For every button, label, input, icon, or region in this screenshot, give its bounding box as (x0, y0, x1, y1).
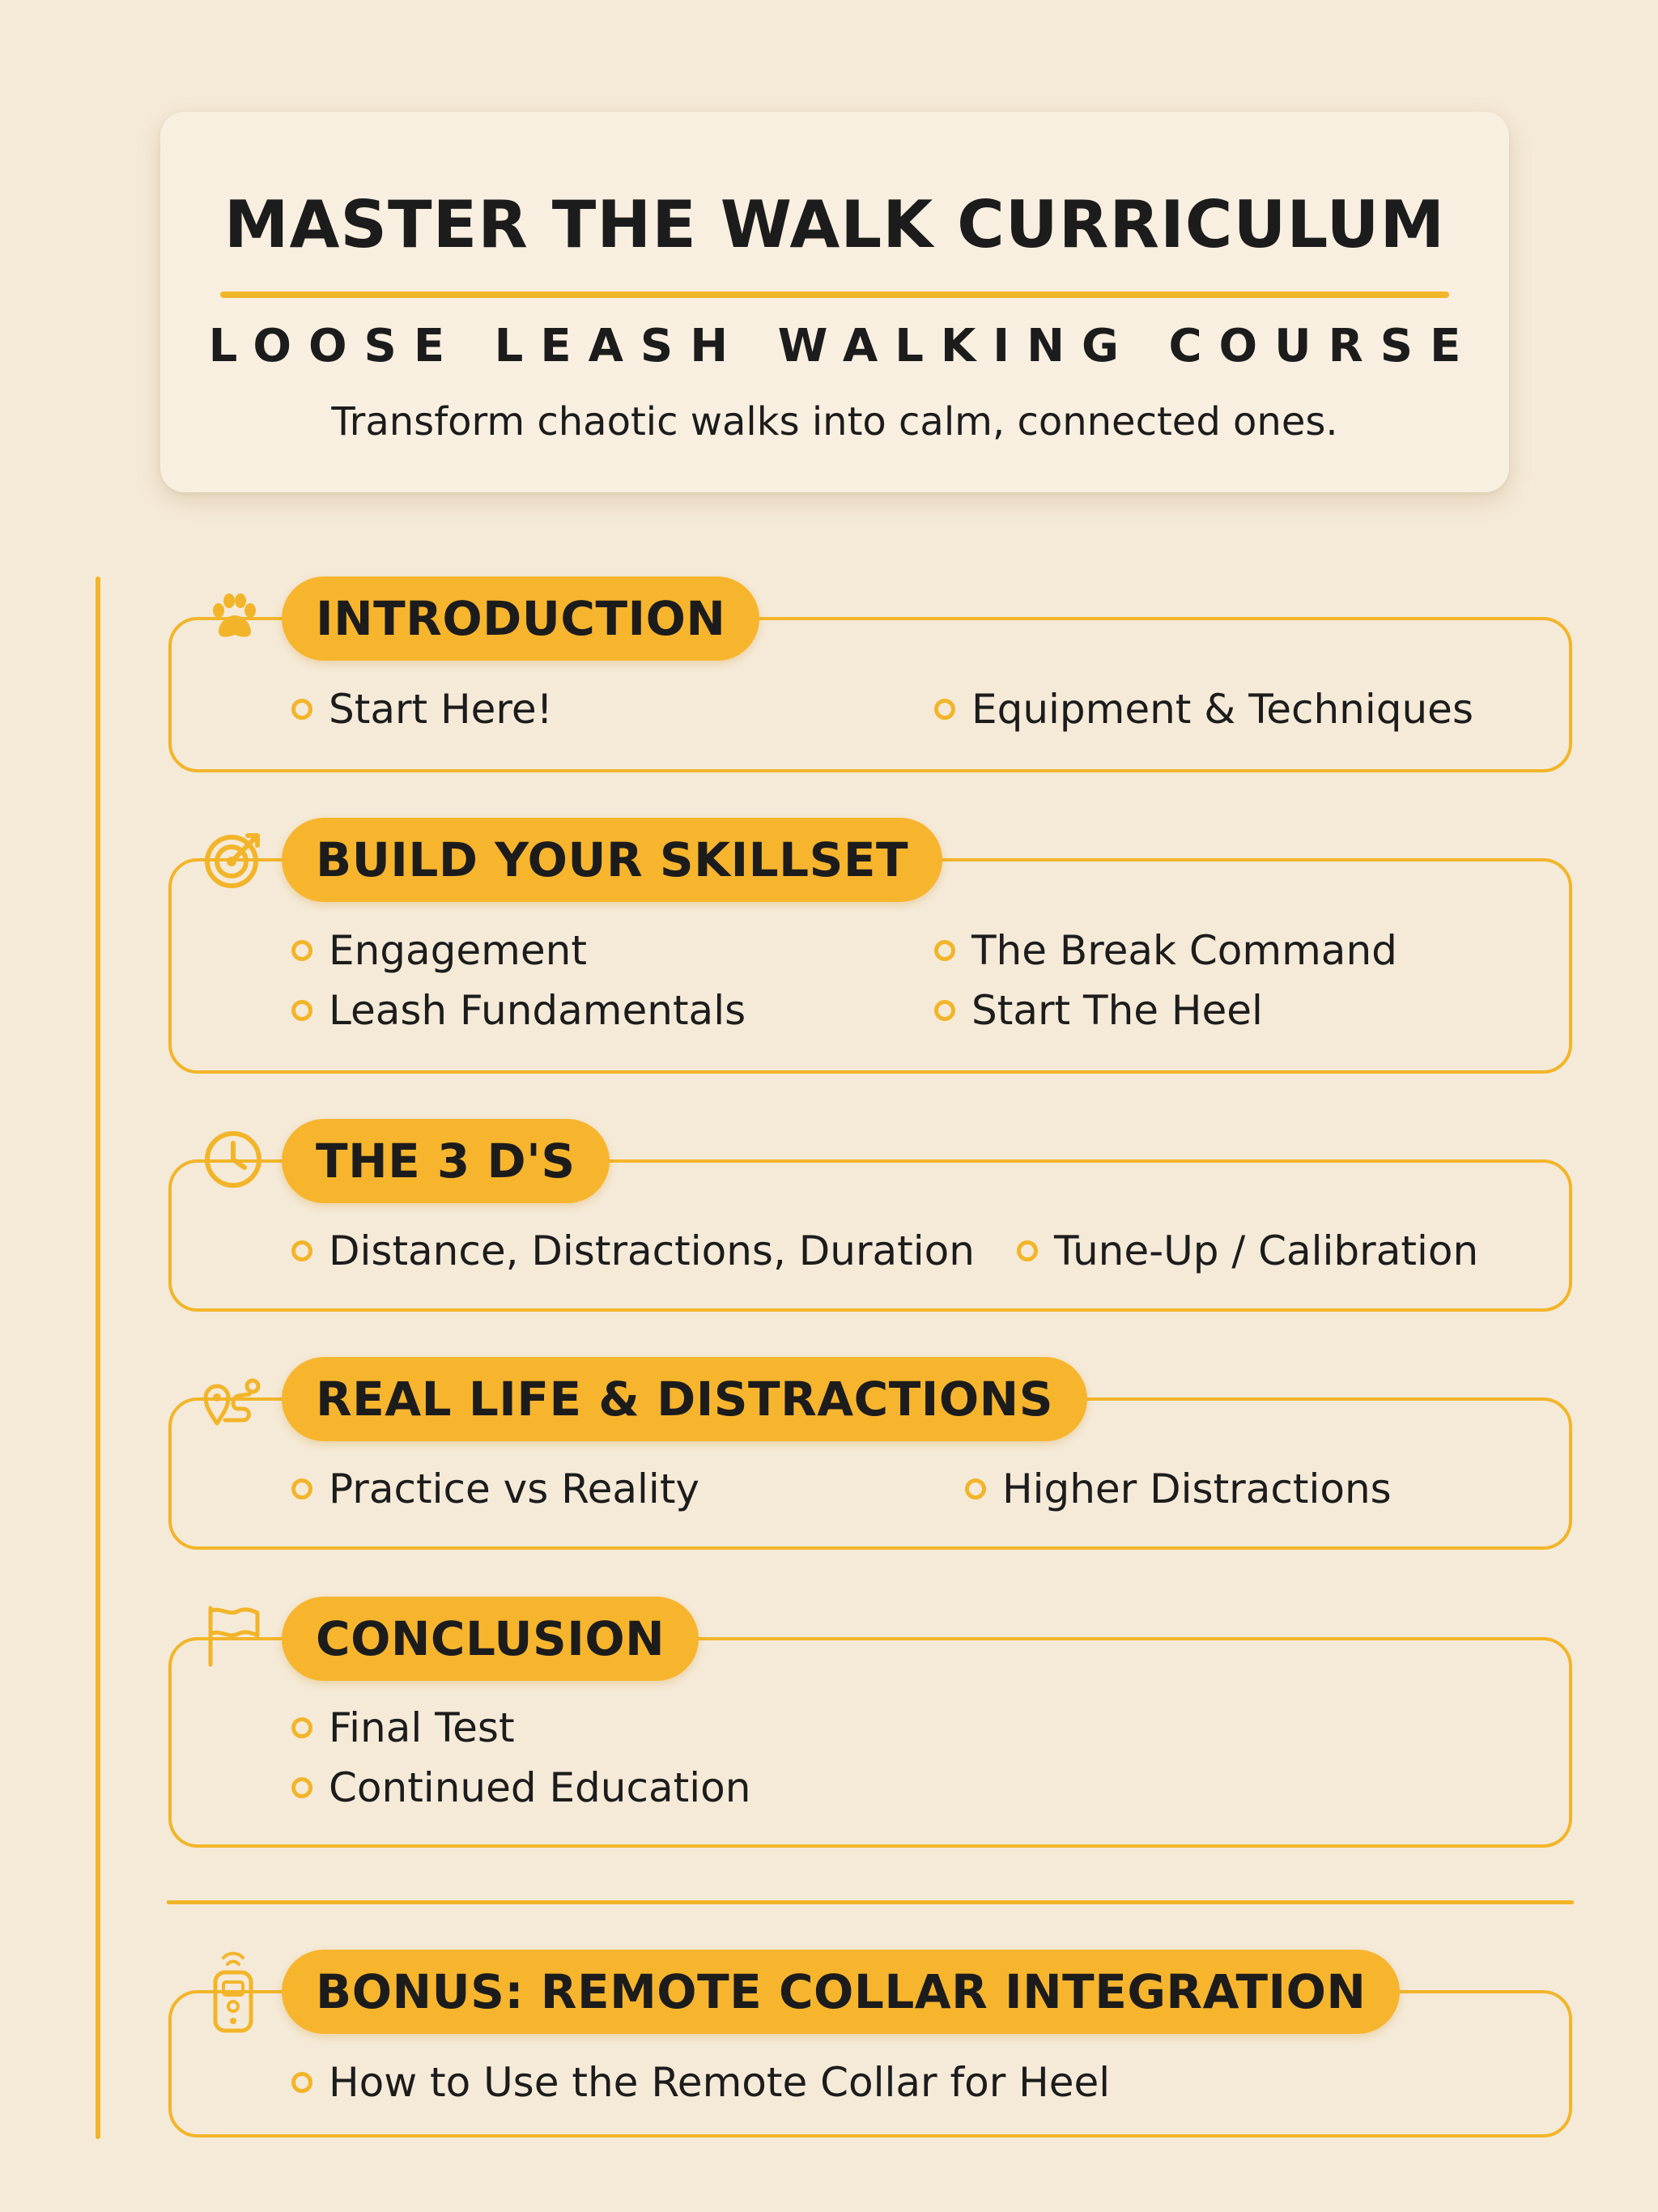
lesson-item[interactable] (291, 924, 587, 977)
lesson-label: Engagement (329, 927, 587, 974)
module-title-real-life-distractions: REAL LIFE & DISTRACTIONS (282, 1357, 1087, 1441)
lesson-item[interactable] (1017, 1224, 1478, 1278)
bullet-icon (291, 1240, 312, 1261)
page-title: MASTER THE WALK CURRICULUM (223, 187, 1446, 262)
lesson-label: Practice vs Reality (329, 1465, 700, 1512)
bullet-icon (934, 699, 955, 720)
bullet-icon (1017, 1240, 1038, 1261)
map-route-icon (201, 1367, 266, 1431)
title-underline (220, 291, 1449, 298)
bullet-icon (291, 1478, 312, 1499)
lesson-item[interactable] (291, 1761, 750, 1814)
paw-icon (201, 583, 266, 648)
target-icon (201, 827, 266, 892)
lesson-label: Start Here! (329, 686, 553, 733)
lesson-label: Tune-Up / Calibration (1054, 1227, 1479, 1274)
module-title-bonus-remote-collar: BONUS: REMOTE COLLAR INTEGRATION (282, 1950, 1400, 2034)
bullet-icon (291, 699, 312, 720)
lesson-item[interactable] (934, 924, 1397, 977)
bullet-icon (291, 1000, 312, 1021)
bullet-icon (291, 940, 312, 961)
timeline-line (96, 576, 100, 2139)
clock-icon (201, 1127, 266, 1192)
module-title-the-3-ds: THE 3 D'S (282, 1119, 610, 1203)
lesson-label: Final Test (329, 1704, 515, 1751)
lesson-label: Distance, Distractions, Duration (329, 1227, 975, 1274)
lesson-item[interactable] (291, 1701, 515, 1755)
bullet-icon (291, 1777, 312, 1798)
module-title-conclusion: CONCLUSION (282, 1597, 699, 1681)
module-title-build-your-skillset: BUILD YOUR SKILLSET (282, 818, 942, 902)
lesson-label: How to Use the Remote Collar for Heel (329, 2059, 1111, 2106)
bullet-icon (291, 2072, 312, 2093)
lesson-label: Start The Heel (971, 987, 1263, 1034)
lesson-label: The Break Command (971, 927, 1397, 974)
page-subtitle: LOOSE LEASH WALKING COURSE (208, 320, 1478, 372)
lesson-item[interactable] (291, 1224, 975, 1278)
lesson-item[interactable] (934, 683, 1473, 736)
lesson-label: Higher Distractions (1002, 1465, 1392, 1512)
remote-control-icon (201, 1950, 266, 2034)
lesson-item[interactable] (291, 1462, 699, 1516)
lesson-label: Continued Education (329, 1764, 751, 1811)
bullet-icon (934, 1000, 955, 1021)
lesson-item[interactable] (934, 984, 1263, 1037)
bullet-icon (965, 1478, 986, 1499)
lesson-item[interactable] (291, 683, 553, 736)
module-title-introduction: INTRODUCTION (282, 576, 759, 661)
lesson-item[interactable] (965, 1462, 1392, 1516)
lesson-item[interactable] (291, 984, 746, 1037)
lesson-label: Leash Fundamentals (329, 987, 746, 1034)
lesson-item[interactable] (291, 2056, 1110, 2109)
bullet-icon (934, 940, 955, 961)
header-card (160, 112, 1509, 492)
lesson-label: Equipment & Techniques (971, 686, 1473, 733)
bullet-icon (291, 1717, 312, 1738)
flag-icon (201, 1603, 266, 1668)
page-tagline: Transform chaotic walks into calm, connected ones. (331, 399, 1338, 445)
section-divider (167, 1900, 1574, 1904)
